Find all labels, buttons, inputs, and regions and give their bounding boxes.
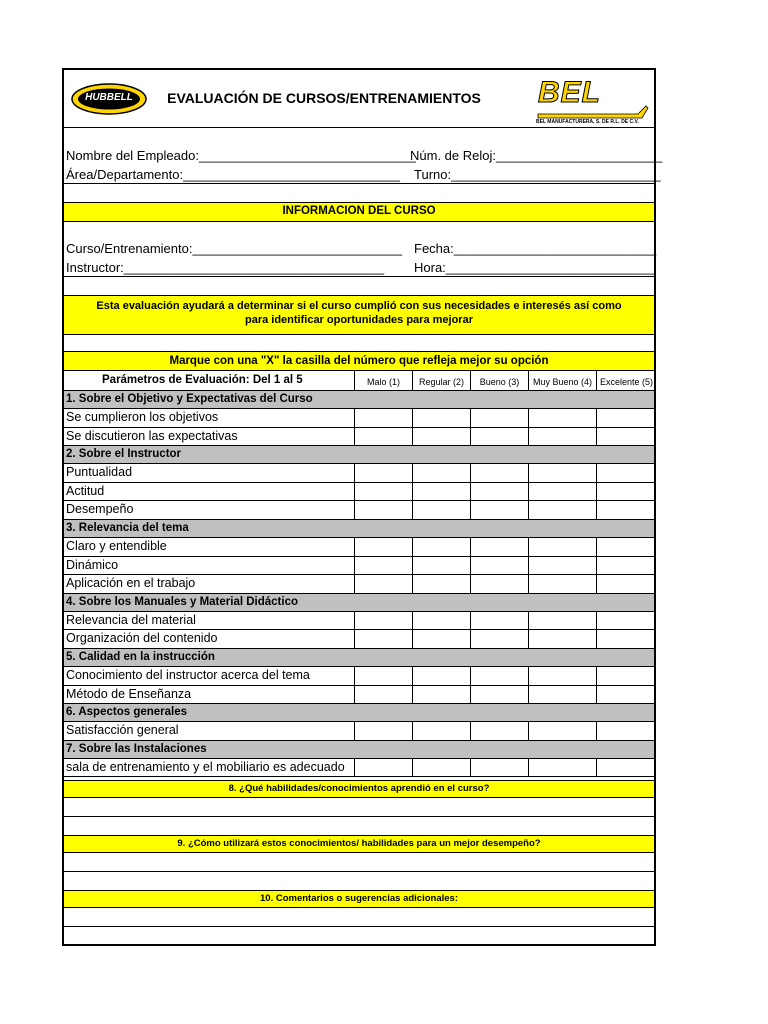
rating-cell-2[interactable] <box>412 575 470 593</box>
course-field[interactable]: Curso/Entrenamiento:_____________________________ <box>66 241 403 256</box>
rating-cell-5[interactable] <box>596 501 656 519</box>
answer-line[interactable] <box>64 852 654 872</box>
rating-cell-4[interactable] <box>528 686 596 704</box>
rating-cell-5[interactable] <box>596 428 656 446</box>
section-header <box>64 703 654 722</box>
scale-header-muy-bueno: Muy Bueno (4) <box>528 371 596 391</box>
question-text: 8. ¿Qué habilidades/conocimientos aprendió en el curso? <box>228 783 490 794</box>
rating-cell-5[interactable] <box>596 759 656 777</box>
divider <box>64 776 654 777</box>
rating-cell-2[interactable] <box>412 612 470 630</box>
rating-cell-1[interactable] <box>354 464 412 482</box>
rating-cell-2[interactable] <box>412 428 470 446</box>
rating-cell-3[interactable] <box>470 428 528 446</box>
instructor-field[interactable]: Instructor:____________________________________ <box>66 260 385 275</box>
intro-line-2: para identificar oportunidades para mejorar <box>244 314 473 326</box>
question-banner <box>64 890 654 908</box>
rating-cell-2[interactable] <box>412 557 470 575</box>
rating-cell-1[interactable] <box>354 409 412 427</box>
criterion-label: Aplicación en el trabajo <box>66 576 196 591</box>
section-header <box>64 593 654 612</box>
rating-cell-4[interactable] <box>528 557 596 575</box>
rating-cell-4[interactable] <box>528 722 596 740</box>
rating-cell-2[interactable] <box>412 686 470 704</box>
rating-cell-3[interactable] <box>470 464 528 482</box>
question-text: 9. ¿Cómo utilizará estos conocimientos/ habilidades para un mejor desempeño? <box>177 838 541 849</box>
criterion-label: Dinámico <box>66 557 119 572</box>
params-label: Parámetros de Evaluación: Del 1 al 5 <box>102 374 303 386</box>
scale-header-excelente: Excelente (5) <box>596 371 656 391</box>
bel-logo-text: BEL <box>538 76 601 109</box>
section-header <box>64 390 654 409</box>
criterion-label: sala de entrenamiento y el mobiliario es adecuado <box>66 759 345 774</box>
rating-cell-2[interactable] <box>412 759 470 777</box>
shift-field[interactable]: Turno:_____________________________ <box>414 167 661 182</box>
criterion-label: Se cumplieron los objetivos <box>66 410 219 424</box>
employee-name-field[interactable]: Nombre del Empleado:______________________________ <box>66 148 416 163</box>
divider <box>64 127 654 128</box>
rating-cell-4[interactable] <box>528 612 596 630</box>
grid-header-row <box>64 370 654 391</box>
rating-row <box>64 537 654 556</box>
rating-cell-4[interactable] <box>528 464 596 482</box>
date-field[interactable]: Fecha:____________________________ <box>414 241 657 256</box>
rating-cell-1[interactable] <box>354 722 412 740</box>
rating-cell-2[interactable] <box>412 409 470 427</box>
rating-cell-3[interactable] <box>470 686 528 704</box>
rating-cell-1[interactable] <box>354 686 412 704</box>
criterion-label: Método de Enseñanza <box>66 686 192 701</box>
rating-cell-3[interactable] <box>470 409 528 427</box>
rating-cell-2[interactable] <box>412 501 470 519</box>
question-text: 10. Comentarios o sugerencias adicionales: <box>260 893 458 904</box>
form-title: EVALUACIÓN DE CURSOS/ENTRENAMIENTOS <box>167 90 481 106</box>
intro-line-1: Esta evaluación ayudará a determinar si el curso cumplió con sus necesidades e interesés así como <box>96 300 622 312</box>
rating-row <box>64 500 654 519</box>
rating-cell-5[interactable] <box>596 667 656 685</box>
evaluation-form <box>62 68 663 946</box>
section-title: 3. Relevancia del tema <box>66 522 189 534</box>
section-header <box>64 519 654 538</box>
rating-cell-5[interactable] <box>596 557 656 575</box>
rating-cell-2[interactable] <box>412 722 470 740</box>
divider <box>64 945 654 946</box>
rating-cell-2[interactable] <box>412 667 470 685</box>
rating-cell-4[interactable] <box>528 575 596 593</box>
question-banner <box>64 780 654 798</box>
criterion-label: Puntualidad <box>66 465 133 480</box>
rating-cell-2[interactable] <box>412 538 470 556</box>
rating-cell-1[interactable] <box>354 483 412 501</box>
rating-row <box>64 408 654 427</box>
divider <box>64 276 654 277</box>
bel-logo <box>534 76 652 126</box>
rating-cell-4[interactable] <box>528 409 596 427</box>
rating-cell-3[interactable] <box>470 630 528 648</box>
rating-cell-5[interactable] <box>596 722 656 740</box>
rating-cell-4[interactable] <box>528 667 596 685</box>
rating-cell-3[interactable] <box>470 612 528 630</box>
section-header <box>64 648 654 667</box>
section-title: 2. Sobre el Instructor <box>66 448 182 461</box>
rating-cell-1[interactable] <box>354 759 412 777</box>
rating-cell-4[interactable] <box>528 428 596 446</box>
answer-line[interactable] <box>64 797 654 817</box>
rating-cell-3[interactable] <box>470 722 528 740</box>
rating-cell-3[interactable] <box>470 501 528 519</box>
rating-row <box>64 611 654 630</box>
intro-banner <box>64 295 654 335</box>
rating-row <box>64 427 654 446</box>
scale-header-regular: Regular (2) <box>412 371 470 391</box>
rating-row <box>64 463 654 482</box>
question-banner <box>64 835 654 853</box>
rating-cell-1[interactable] <box>354 667 412 685</box>
rating-cell-3[interactable] <box>470 575 528 593</box>
instruction-text: Marque con una "X" la casilla del número que refleja mejor su opción <box>169 355 549 367</box>
rating-row <box>64 574 654 593</box>
rating-cell-1[interactable] <box>354 538 412 556</box>
rating-row <box>64 758 654 777</box>
rating-row <box>64 629 654 648</box>
rating-grid <box>64 370 654 788</box>
rating-cell-4[interactable] <box>528 759 596 777</box>
rating-cell-2[interactable] <box>412 464 470 482</box>
section-title: 4. Sobre los Manuales y Material Didáctico <box>66 595 298 608</box>
rating-cell-4[interactable] <box>528 501 596 519</box>
answer-line[interactable] <box>64 907 654 927</box>
department-field[interactable]: Área/Departamento:______________________________ <box>66 167 400 182</box>
section-title: 5. Calidad en la instrucción <box>66 651 215 663</box>
rating-cell-5[interactable] <box>596 538 656 556</box>
criterion-label: Conocimiento del instructor acerca del tema <box>66 668 310 682</box>
rating-cell-5[interactable] <box>596 464 656 482</box>
criterion-label: Organización del contenido <box>66 631 218 646</box>
rating-cell-3[interactable] <box>470 538 528 556</box>
bel-logo-subtext: BEL MANUFACTURERA, S. DE R.L. DE C.V. <box>536 119 639 125</box>
criterion-label: Claro y entendible <box>66 539 167 553</box>
rating-cell-4[interactable] <box>528 538 596 556</box>
criterion-label: Desempeño <box>66 502 134 517</box>
rating-cell-5[interactable] <box>596 575 656 593</box>
rating-cell-5[interactable] <box>596 409 656 427</box>
rating-row <box>64 685 654 704</box>
scale-header-malo: Malo (1) <box>354 371 412 391</box>
rating-row <box>64 482 654 501</box>
rating-cell-1[interactable] <box>354 612 412 630</box>
answer-line[interactable] <box>64 926 654 946</box>
answer-line[interactable] <box>64 871 654 891</box>
criterion-label: Se discutieron las expectativas <box>66 428 238 443</box>
rating-cell-5[interactable] <box>596 630 656 648</box>
employee-clock-field[interactable]: Núm. de Reloj:_______________________ <box>410 148 663 163</box>
open-questions <box>64 780 654 948</box>
answer-line[interactable] <box>64 816 654 836</box>
rating-cell-3[interactable] <box>470 667 528 685</box>
criterion-label: Relevancia del material <box>66 612 196 627</box>
rating-cell-2[interactable] <box>412 630 470 648</box>
course-info-title: INFORMACION DEL CURSO <box>282 205 436 217</box>
rating-row <box>64 721 654 740</box>
instruction-banner <box>64 351 654 371</box>
scale-header-bueno: Bueno (3) <box>470 371 528 391</box>
rating-cell-3[interactable] <box>470 557 528 575</box>
section-title: 7. Sobre las Instalaciones <box>66 742 207 755</box>
rating-cell-1[interactable] <box>354 575 412 593</box>
rating-cell-5[interactable] <box>596 483 656 501</box>
rating-cell-5[interactable] <box>596 612 656 630</box>
rating-cell-2[interactable] <box>412 483 470 501</box>
rating-cell-1[interactable] <box>354 557 412 575</box>
section-title: 1. Sobre el Objetivo y Expectativas del Curso <box>66 393 313 405</box>
rating-row <box>64 556 654 575</box>
rating-row <box>64 666 654 685</box>
rating-cell-3[interactable] <box>470 483 528 501</box>
rating-cell-4[interactable] <box>528 483 596 501</box>
rating-cell-3[interactable] <box>470 759 528 777</box>
criterion-label: Satisfacción general <box>66 723 179 738</box>
criterion-label: Actitud <box>66 483 105 498</box>
rating-cell-5[interactable] <box>596 686 656 704</box>
course-info-banner <box>64 202 654 222</box>
rating-cell-1[interactable] <box>354 630 412 648</box>
section-header <box>64 445 654 464</box>
rating-cell-1[interactable] <box>354 428 412 446</box>
time-field[interactable]: Hora:_____________________________ <box>414 260 656 275</box>
hubbell-logo-text: HUBBELL <box>85 92 133 103</box>
rating-cell-4[interactable] <box>528 630 596 648</box>
divider <box>64 183 654 184</box>
rating-cell-1[interactable] <box>354 501 412 519</box>
section-header <box>64 740 654 759</box>
section-title: 6. Aspectos generales <box>66 706 188 719</box>
